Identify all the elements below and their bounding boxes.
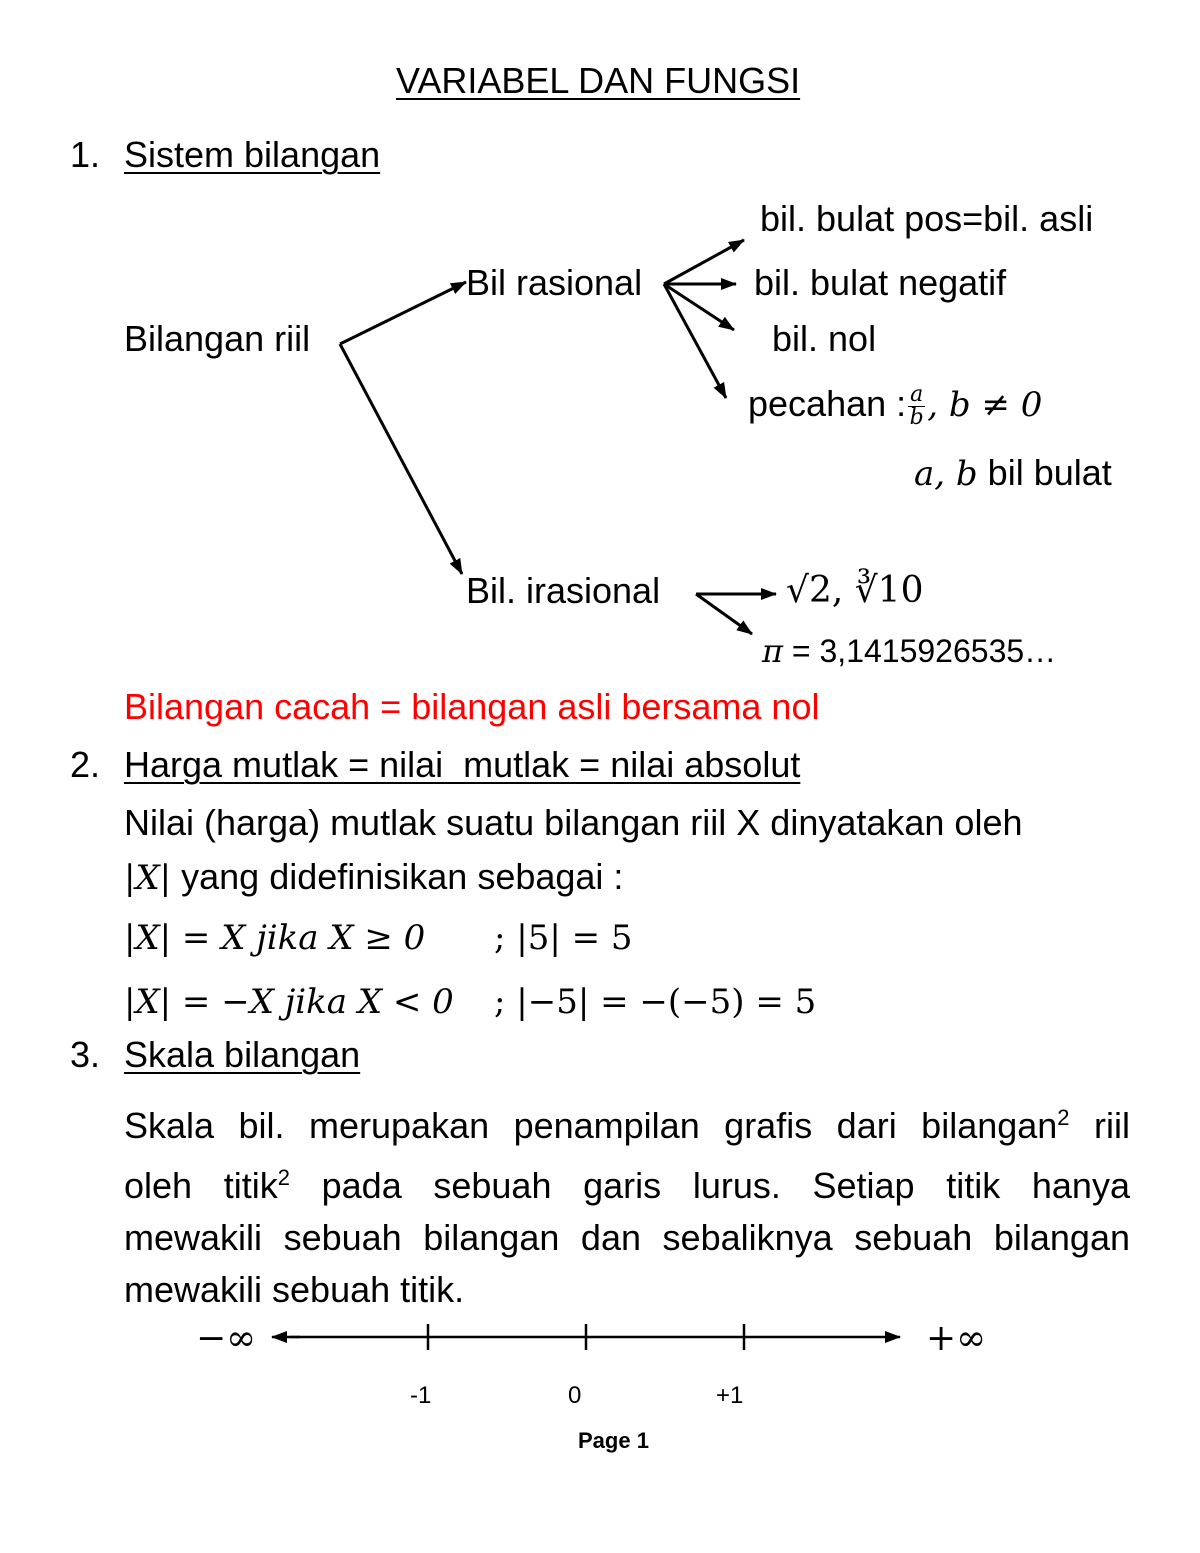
tick-label-minus-one: -1 — [410, 1382, 432, 1409]
arrow-riil-to-irasional — [340, 344, 462, 574]
section-2-number: 2. — [70, 744, 101, 785]
page-number: Page 1 — [578, 1428, 649, 1453]
section-2-line-1: Nilai (harga) mutlak suatu bilangan riil X dinyatakan oleh — [124, 802, 1023, 843]
paragraph-line-2: oleh titik$^2$ pada sebuah garis lurus. Setiap titik hanya — [124, 1165, 1130, 1206]
node-bilangan-riil: Bilangan riil — [124, 318, 311, 359]
item-bulat-negatif: bil. bulat negatif — [754, 262, 1007, 303]
tick-label-plus-one: +1 — [716, 1382, 744, 1409]
pecahan-label: pecahan : — [748, 383, 907, 424]
number-line — [272, 1324, 900, 1350]
paragraph-line-3: mewakili sebuah bilangan dan sebaliknya sebuah bilangan — [124, 1217, 1130, 1258]
paragraph-line-1: Skala bil. merupakan penampilan grafis dari bilangan$^2$ riil — [124, 1105, 1130, 1146]
fraction-numerator: a — [910, 381, 924, 407]
ab-text: bil bulat — [987, 452, 1112, 493]
node-bil-irasional: Bil. irasional — [466, 570, 661, 611]
example-negative: ; |−5| = −(−5) = 5 — [494, 982, 817, 1022]
ab-variables: a, b — [914, 454, 978, 494]
section-2-heading: Harga mutlak = nilai mutlak = nilai absolut — [124, 744, 801, 785]
section-3-number: 3. — [70, 1034, 101, 1075]
item-bil-nol: bil. nol — [772, 318, 877, 359]
definition-positive: |X| = X jika X ≥ 0 — [124, 918, 426, 958]
arrow-to-bil-nol — [664, 284, 734, 330]
node-bil-rasional: Bil rasional — [466, 262, 643, 303]
pecahan-condition: , b ≠ 0 — [927, 385, 1043, 425]
arrow-to-bulat-positif — [664, 240, 744, 284]
superscript-2: 2 — [277, 1165, 290, 1190]
pi-value: = 3,1415926535… — [783, 633, 1057, 669]
page-title: VARIABEL DAN FUNGSI — [396, 60, 801, 101]
section-1-number: 1. — [70, 134, 101, 175]
abs-x-symbol: |X| — [124, 858, 172, 898]
superscript-2: 2 — [1057, 1105, 1070, 1130]
item-akar: √2, ∛10 — [786, 570, 924, 611]
arrow-riil-to-rasional — [340, 282, 466, 344]
item-bulat-positif: bil. bulat pos=bil. asli — [760, 198, 1094, 239]
example-positive: ; |5| = 5 — [494, 918, 633, 958]
section-3-heading: Skala bilangan — [124, 1034, 361, 1075]
bilangan-cacah-note: Bilangan cacah = bilangan asli bersama nol — [124, 686, 820, 727]
arrow-to-pi — [696, 594, 752, 634]
section-1-heading: Sistem bilangan — [124, 134, 381, 175]
pos-infinity-label: +∞ — [926, 1318, 987, 1359]
definition-negative: |X| = −X jika X < 0 — [124, 982, 454, 1022]
fraction-denominator: b — [909, 404, 924, 430]
neg-infinity-label: −∞ — [196, 1318, 257, 1359]
arrow-to-pecahan — [664, 284, 726, 398]
paragraph-line-4: mewakili sebuah titik. — [124, 1269, 465, 1310]
tick-label-zero: 0 — [568, 1382, 582, 1409]
section-2-line-2-text: yang didefinisikan sebagai : — [171, 856, 624, 897]
pi-symbol: π — [762, 632, 784, 670]
